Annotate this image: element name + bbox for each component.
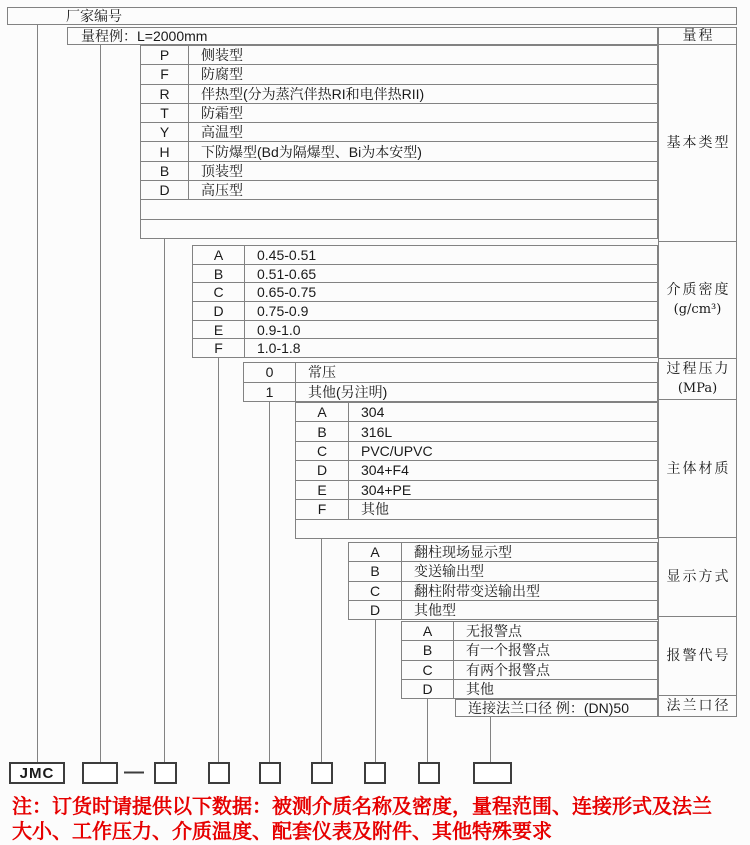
table-row	[296, 481, 657, 500]
table-row	[296, 461, 657, 480]
connector-line	[321, 539, 322, 762]
table-row	[141, 65, 657, 84]
table-row	[244, 363, 657, 383]
label-text: 基本类型	[666, 135, 731, 152]
connector-line	[490, 717, 491, 762]
code-cell: A	[296, 403, 349, 421]
label-unit: (g/cm³)	[673, 301, 722, 317]
code-cell: R	[141, 85, 189, 103]
code-cell: D	[296, 461, 349, 479]
section-label-pressure	[659, 359, 736, 401]
section-label-flange	[659, 696, 736, 716]
description-cell: 侧装型	[201, 47, 243, 64]
flange-note: 连接法兰口径 例：(DN)50	[468, 700, 630, 716]
label-text: 量程	[682, 28, 715, 44]
code-cell: B	[296, 422, 349, 440]
model-code-box	[82, 762, 118, 784]
description-cell: 防腐型	[201, 66, 243, 83]
code-cell: A	[402, 622, 454, 640]
table-row	[193, 321, 657, 340]
code-cell: E	[193, 321, 245, 339]
table-row	[141, 123, 657, 142]
code-cell: D	[349, 601, 402, 619]
description-cell	[349, 520, 657, 538]
density-table	[192, 245, 658, 358]
description-cell: 304	[361, 404, 385, 421]
connector-line	[218, 358, 219, 762]
connector-line	[164, 239, 165, 762]
label-text: 介质密度	[666, 281, 731, 298]
code-cell: B	[141, 162, 189, 180]
description-cell: 0.75-0.9	[257, 302, 309, 319]
description-cell: 常压	[308, 364, 336, 381]
label-text: 报警代号	[666, 648, 731, 665]
description-cell: 其他	[466, 680, 494, 697]
table-row	[402, 641, 657, 660]
description-cell: 高压型	[201, 182, 243, 199]
description-cell: 316L	[361, 423, 393, 440]
description-cell: 无报警点	[466, 623, 522, 640]
description-cell: 0.65-0.75	[257, 284, 317, 301]
model-code-box	[473, 762, 512, 784]
description-cell: 0.45-0.51	[257, 246, 317, 263]
code-cell: B	[193, 265, 245, 283]
label-text: 显示方式	[666, 569, 731, 586]
description-cell: 翻柱现场显示型	[414, 544, 512, 561]
code-cell: A	[349, 543, 402, 561]
description-cell: 顶装型	[201, 162, 243, 179]
label-text: 主体材质	[666, 460, 731, 477]
description-cell: 304+F4	[361, 462, 409, 479]
code-cell: C	[296, 442, 349, 460]
table-row	[193, 283, 657, 302]
code-cell: T	[141, 104, 189, 122]
model-code-box	[154, 762, 177, 784]
description-cell: 变送输出型	[414, 563, 484, 580]
table-row	[141, 181, 657, 200]
manufacturer-code-box	[7, 7, 737, 25]
code-cell: D	[141, 181, 189, 199]
range-example-label: 量程例：L=2000mm	[81, 28, 208, 44]
table-row	[141, 46, 657, 65]
code-cell: Y	[141, 123, 189, 141]
flange-row	[455, 699, 658, 717]
code-cell: A	[193, 246, 245, 264]
description-cell: 翻柱附带变送输出型	[414, 582, 540, 599]
description-cell: 防霜型	[201, 105, 243, 122]
basic-type-table	[140, 45, 658, 239]
separator-dash: —	[124, 760, 144, 783]
connector-line	[375, 620, 376, 762]
connector-line	[100, 45, 101, 762]
description-cell: 下防爆型(Bd为隔爆型、Bi为本安型)	[201, 143, 422, 160]
manufacturer-code-label: 厂家编号	[66, 8, 122, 24]
ordering-note-line1: 注：订货时请提供以下数据：被测介质名称及密度，量程范围、连接形式及法兰	[12, 796, 712, 818]
code-cell: F	[296, 500, 349, 518]
description-cell: 有两个报警点	[466, 661, 550, 678]
model-prefix-box	[9, 762, 65, 784]
description-cell: 其他	[361, 501, 389, 518]
model-code-box	[208, 762, 230, 784]
table-row	[402, 661, 657, 680]
code-cell: P	[141, 46, 189, 64]
table-row	[141, 142, 657, 161]
table-row	[141, 162, 657, 181]
code-cell: D	[402, 680, 454, 698]
code-cell: E	[296, 481, 349, 499]
description-cell: PVC/UPVC	[361, 443, 433, 460]
connector-line	[37, 25, 38, 762]
code-cell: H	[141, 142, 189, 160]
table-row	[349, 543, 657, 562]
code-cell: B	[349, 562, 402, 580]
table-row	[141, 220, 657, 238]
section-label-display	[659, 538, 736, 618]
section-label-material	[659, 400, 736, 537]
code-cell	[141, 220, 189, 238]
table-row	[296, 520, 657, 538]
code-cell: 0	[244, 363, 296, 382]
code-cell: 1	[244, 383, 296, 402]
code-cell: B	[402, 641, 454, 659]
table-row	[193, 339, 657, 357]
code-cell: C	[193, 283, 245, 301]
description-cell	[189, 220, 657, 238]
label-text: 过程压力	[666, 360, 731, 377]
table-row	[141, 200, 657, 219]
ordering-note	[12, 795, 742, 845]
connector-line	[427, 699, 428, 762]
pressure-table	[243, 362, 658, 402]
code-cell	[141, 200, 189, 218]
code-cell: D	[193, 302, 245, 320]
table-row	[244, 383, 657, 402]
table-row	[193, 246, 657, 265]
table-row	[296, 403, 657, 422]
description-cell: 其他型	[414, 601, 456, 618]
ordering-note-line2: 大小、工作压力、介质温度、配套仪表及附件、其他特殊要求	[12, 821, 552, 843]
section-label-column	[658, 27, 737, 717]
display-table	[348, 542, 658, 620]
model-prefix: JMC	[19, 764, 55, 782]
table-row	[141, 104, 657, 123]
label-unit: (MPa)	[677, 380, 718, 396]
label-text: 法兰口径	[666, 698, 731, 715]
code-cell: C	[402, 661, 454, 679]
table-row	[402, 622, 657, 641]
model-code-box	[364, 762, 386, 784]
section-label-basic-type	[659, 45, 736, 242]
table-row	[193, 302, 657, 321]
table-row	[296, 422, 657, 441]
description-cell: 304+PE	[361, 481, 412, 498]
table-row	[349, 582, 657, 601]
table-row	[402, 680, 657, 698]
code-cell: C	[349, 582, 402, 600]
model-code-box	[259, 762, 281, 784]
section-label-density	[659, 242, 736, 358]
description-cell: 有一个报警点	[466, 642, 550, 659]
table-row	[349, 562, 657, 581]
section-label-range	[659, 28, 736, 45]
table-row	[141, 85, 657, 104]
description-cell: 伴热型(分为蒸汽伴热RI和电伴热RII)	[201, 85, 425, 102]
description-cell: 其他(另注明)	[308, 383, 388, 400]
material-table	[295, 402, 658, 539]
model-code-box	[418, 762, 440, 784]
description-cell: 高温型	[201, 124, 243, 141]
description-cell	[189, 200, 657, 218]
table-row	[193, 265, 657, 284]
code-cell: F	[141, 65, 189, 83]
range-example-box	[67, 27, 658, 45]
alarm-table	[401, 621, 658, 699]
code-cell: F	[193, 339, 245, 357]
connector-line	[269, 402, 270, 762]
description-cell: 0.9-1.0	[257, 321, 301, 338]
description-cell: 1.0-1.8	[257, 340, 301, 357]
description-cell: 0.51-0.65	[257, 265, 317, 282]
table-row	[296, 442, 657, 461]
model-code-box	[311, 762, 333, 784]
table-row	[349, 601, 657, 619]
code-cell	[296, 520, 349, 538]
table-row	[296, 500, 657, 519]
section-label-alarm	[659, 617, 736, 696]
